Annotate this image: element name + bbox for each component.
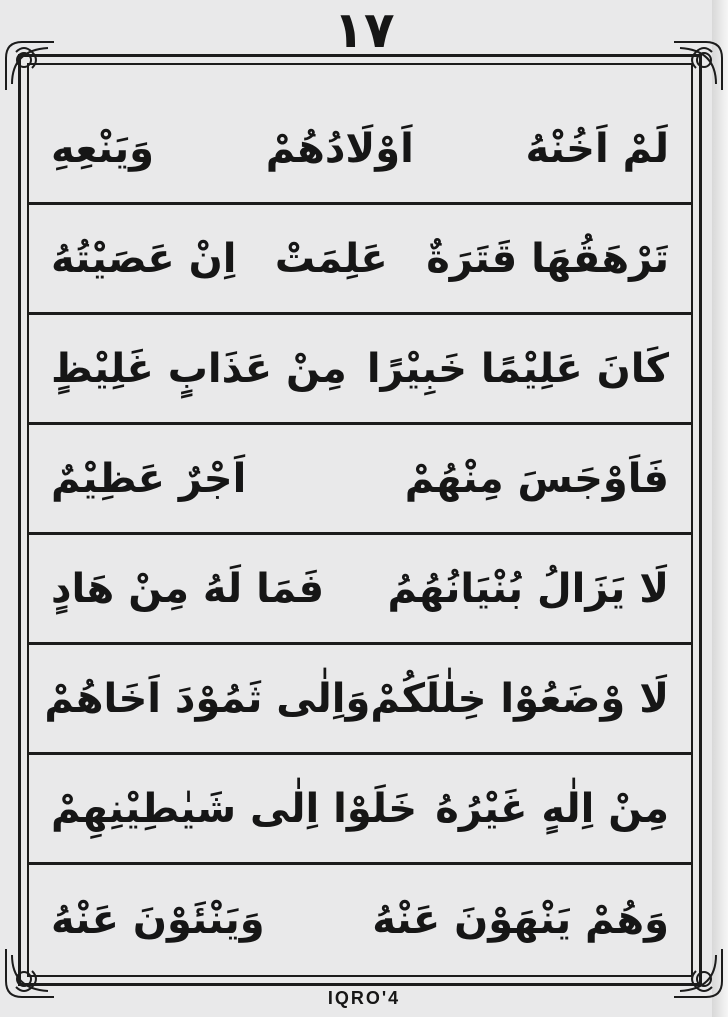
row-3-left-phrase: مِنْ عَذَابٍ غَلِيْظٍ bbox=[51, 345, 347, 392]
row-6-left-phrase: وَاِلٰى ثَمُوْدَ اَخَاهُمْ bbox=[44, 675, 371, 722]
corner-ornament-top-left bbox=[2, 38, 58, 94]
lesson-row-7 bbox=[29, 755, 691, 865]
lesson-row-3 bbox=[29, 315, 691, 425]
row-1-right-phrase: لَمْ اَخُنْهُ bbox=[525, 125, 669, 172]
lesson-row-4 bbox=[29, 425, 691, 535]
book-footer-label: IQRO'4 bbox=[327, 988, 401, 1008]
row-5-left-phrase: فَمَا لَهُ مِنْ هَادٍ bbox=[51, 565, 325, 612]
lesson-rows bbox=[29, 95, 691, 975]
lesson-row-5 bbox=[29, 535, 691, 645]
row-5-right-phrase: لَا يَزَالُ بُنْيَانُهُمُ bbox=[387, 565, 669, 612]
page-number: ١٧ bbox=[333, 1, 395, 59]
row-8-left-phrase: وَيَنْئَوْنَ عَنْهُ bbox=[51, 897, 265, 943]
lesson-row-1 bbox=[29, 95, 691, 205]
row-7-right-phrase: مِنْ اِلٰهٍ غَيْرُهُ bbox=[435, 785, 669, 832]
row-2-middle-phrase: عَلِمَتْ bbox=[274, 235, 388, 282]
corner-ornament-top-right bbox=[670, 38, 726, 94]
lesson-row-2 bbox=[29, 205, 691, 315]
row-4-right-phrase: فَاَوْجَسَ مِنْهُمْ bbox=[404, 455, 669, 502]
row-1-left-phrase: وَيَنْعِهِ bbox=[51, 125, 155, 172]
row-2-left-phrase: اِنْ عَصَيْتُهُ bbox=[51, 235, 237, 282]
row-2-right-phrase: تَرْهَقُهَا قَتَرَةٌ bbox=[426, 235, 669, 282]
row-3-right-phrase: كَانَ عَلِيْمًا خَبِيْرًا bbox=[366, 345, 669, 392]
row-6-right-phrase: لَا وْضَعُوْا خِلٰلَكُمْ bbox=[370, 675, 669, 722]
row-4-left-phrase: اَجْرٌ عَظِيْمٌ bbox=[51, 455, 247, 502]
row-1-middle-phrase: اَوْلَادُهُمْ bbox=[265, 125, 414, 172]
lesson-row-8 bbox=[29, 865, 691, 975]
lesson-row-6 bbox=[29, 645, 691, 755]
row-8-right-phrase: وَهُمْ يَنْهَوْنَ عَنْهُ bbox=[372, 897, 669, 943]
row-7-left-phrase: خَلَوْا اِلٰى شَيٰطِيْنِهِمْ bbox=[51, 785, 418, 832]
page-edge bbox=[712, 0, 728, 1017]
